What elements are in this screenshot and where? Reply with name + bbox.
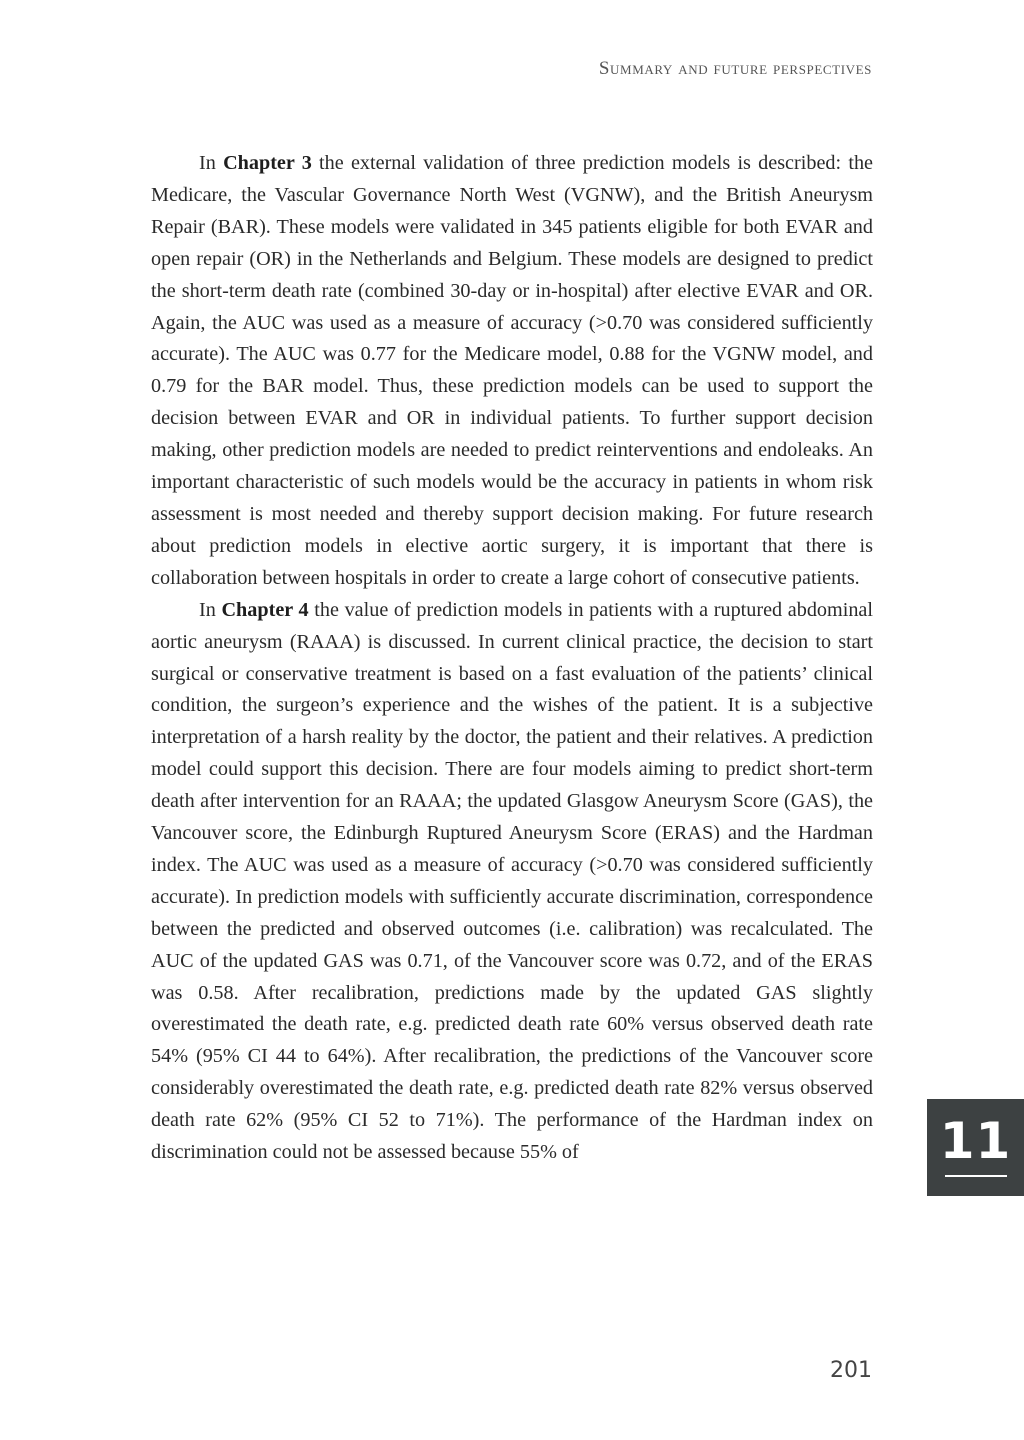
chapter-reference: Chapter 4 xyxy=(221,598,309,621)
running-header: Summary and future perspectives xyxy=(598,58,872,79)
page-number: 201 xyxy=(830,1358,872,1383)
paragraph-lead: In xyxy=(199,598,222,621)
chapter-tab xyxy=(927,1099,1024,1196)
paragraph-lead: In xyxy=(199,152,224,174)
chapter-tab-number: 11 xyxy=(939,1112,1012,1170)
paragraph-chapter-3 xyxy=(151,148,873,595)
paragraph-body: the value of prediction models in patients with a ruptured abdominal aortic aneurysm (RAAA) is discussed. In current clinical practice, the decision to start surgical or conservative treatment is based on a fast evaluation of the patients’ clinical condition, the surgeon’s experience and the wishes of the patient. It is a subjective interpretation of a harsh reality by the doctor, the patient and their relatives. A prediction model could support this decision. There are four models aiming to predict short-term death after intervention for an RAAA; the updated Glasgow Aneurysm Score (GAS), the Vancouver score, the Edinburgh Ruptured Aneurysm Score (ERAS) and the Hardman index. The AUC was used as a measure of accuracy (>0.70 was considered sufficiently accurate). In prediction models with sufficiently accurate discrimination, correspondence between the predicted and observed outcomes (i.e. calibration) was recalculated. The AUC of the updated GAS was 0.71, of the Vancouver score was 0.72, and of the ERAS was 0.58. After recalibration, predictions made by the updated GAS slightly overestimated the death rate, e.g. predicted death rate 60% versus observed death rate 54% (95% CI 44 to 64%). After recalibration, the predictions of the Vancouver score considerably overestimated the death rate, e.g. predicted death rate 82% versus observed death rate 62% (95% CI 52 to 71%). The performance of the Hardman index on discrimination could not be assessed because 55% of xyxy=(151,598,874,1164)
paragraph-chapter-4 xyxy=(151,595,873,1169)
chapter-reference: Chapter 3 xyxy=(223,152,312,174)
paragraph-body: the external validation of three prediction models is described: the Medicare, the Vascular Governance North West (VGNW), and the British Aneurysm Repair (BAR). These models were validated in 345 patients eligible for both EVAR and open repair (OR) in the Netherlands and Belgium. These models are designed to predict the short-term death rate (combined 30-day or in-hospital) after elective EVAR and OR. Again, the AUC was used as a measure of accuracy (>0.70 was considered sufficiently accurate). The AUC was 0.77 for the Medicare model, 0.88 for the VGNW model, and 0.79 for the BAR model. Thus, these prediction models can be used to support the decision between EVAR and OR in individual patients. To further support decision making, other prediction models are needed to predict reinterventions and endoleaks. An important characteristic of such models would be the accuracy in patients in whom risk assessment is most needed and thereby support decision making. For future research about prediction models in elective aortic surgery, it is important that there is collaboration between hospitals in order to create a large cohort of consecutive patients. xyxy=(151,152,874,589)
body-text xyxy=(151,148,873,1169)
chapter-tab-rule xyxy=(945,1175,1007,1177)
